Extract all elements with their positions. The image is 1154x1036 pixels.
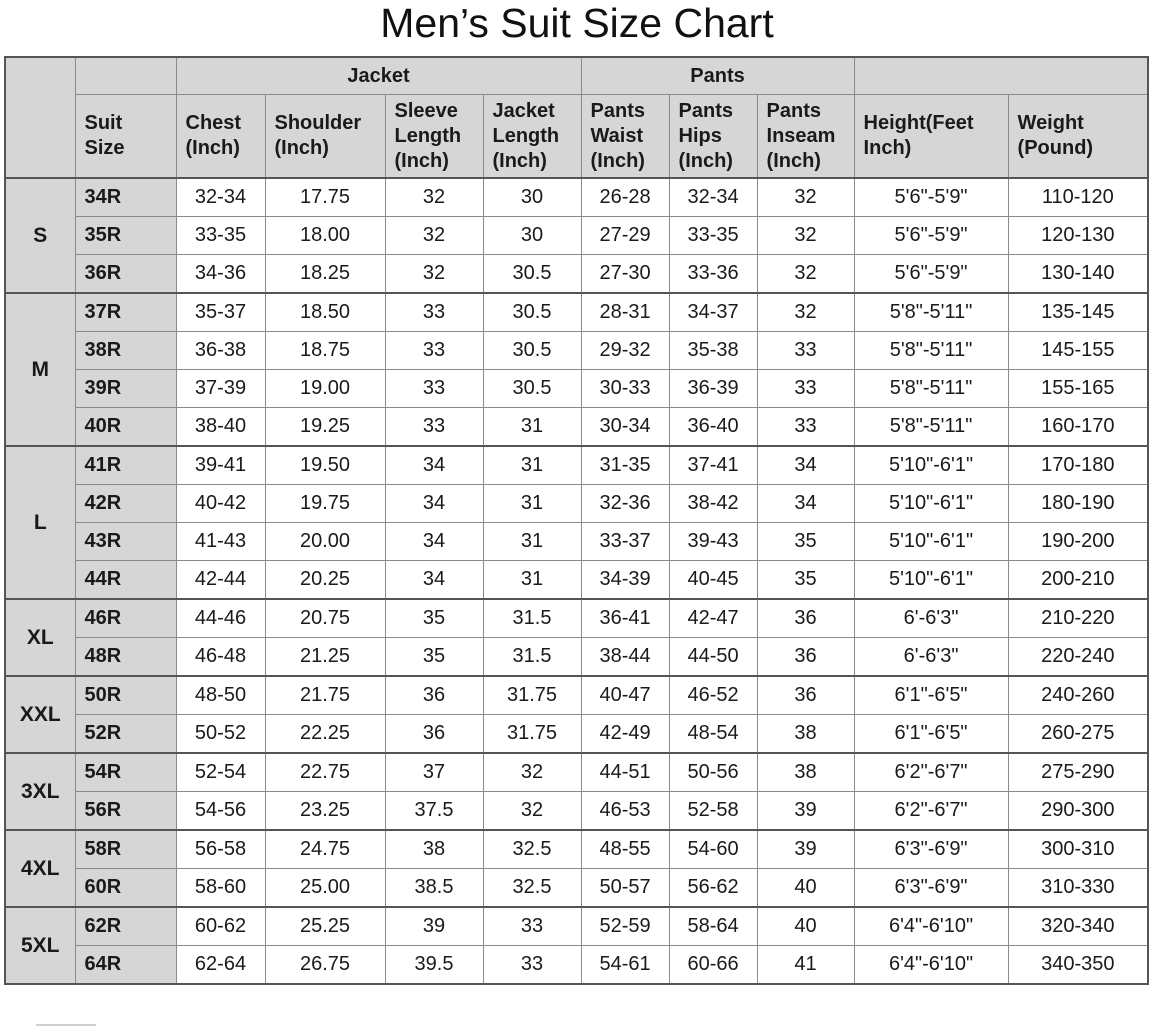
table-cell: 34-39 <box>581 561 669 600</box>
table-cell: 120-130 <box>1008 217 1148 255</box>
table-cell: 54-60 <box>669 830 757 869</box>
table-cell: 30-33 <box>581 370 669 408</box>
table-cell: 33 <box>385 332 483 370</box>
table-row <box>5 792 1148 831</box>
col-header-pants-hips: Pants Hips (Inch) <box>669 95 757 179</box>
table-cell: 35-38 <box>669 332 757 370</box>
table-cell: 33 <box>483 946 581 985</box>
table-cell: 39 <box>757 792 854 831</box>
col-header-pants-inseam: Pants Inseam (Inch) <box>757 95 854 179</box>
table-cell: 155-165 <box>1008 370 1148 408</box>
table-cell: 40-45 <box>669 561 757 600</box>
table-cell: 35-37 <box>176 293 265 332</box>
table-cell: 6'1"-6'5" <box>854 715 1008 754</box>
table-cell: 240-260 <box>1008 676 1148 715</box>
table-cell: 31 <box>483 485 581 523</box>
table-cell: 25.00 <box>265 869 385 908</box>
table-cell: 310-330 <box>1008 869 1148 908</box>
table-cell: 34 <box>757 485 854 523</box>
size-chart-table <box>4 56 1149 985</box>
col-header-sleeve-length: Sleeve Length (Inch) <box>385 95 483 179</box>
header-group-row <box>5 57 1148 95</box>
size-category-cell: 4XL <box>5 830 75 907</box>
table-cell: 31 <box>483 408 581 447</box>
col-header-suit-size: Suit Size <box>75 95 176 179</box>
table-cell: 39-41 <box>176 446 265 485</box>
size-category-cell: L <box>5 446 75 599</box>
table-cell: 300-310 <box>1008 830 1148 869</box>
table-cell: 46-52 <box>669 676 757 715</box>
table-row <box>5 523 1148 561</box>
table-row <box>5 217 1148 255</box>
col-header-weight: Weight (Pound) <box>1008 95 1148 179</box>
table-cell: 33-35 <box>669 217 757 255</box>
table-cell: 40-42 <box>176 485 265 523</box>
table-cell: 26.75 <box>265 946 385 985</box>
table-cell: 33 <box>385 293 483 332</box>
table-cell: 31 <box>483 523 581 561</box>
table-row <box>5 370 1148 408</box>
table-cell: 160-170 <box>1008 408 1148 447</box>
footer-divider <box>36 1024 96 1036</box>
table-cell: 18.50 <box>265 293 385 332</box>
table-cell: 21.25 <box>265 638 385 677</box>
table-cell: 40 <box>757 907 854 946</box>
table-cell: 5'8"-5'11" <box>854 370 1008 408</box>
table-cell: 34-37 <box>669 293 757 332</box>
suit-size-code-cell: 60R <box>75 869 176 908</box>
suit-size-code-cell: 36R <box>75 255 176 294</box>
table-cell: 33 <box>757 408 854 447</box>
suit-size-code-cell: 44R <box>75 561 176 600</box>
suit-size-code-cell: 58R <box>75 830 176 869</box>
table-cell: 33 <box>757 332 854 370</box>
table-cell: 50-56 <box>669 753 757 792</box>
col-header-chest: Chest (Inch) <box>176 95 265 179</box>
suit-size-code-cell: 46R <box>75 599 176 638</box>
suit-size-code-cell: 38R <box>75 332 176 370</box>
table-cell: 25.25 <box>265 907 385 946</box>
table-cell: 36 <box>757 599 854 638</box>
table-cell: 36-40 <box>669 408 757 447</box>
col-header-shoulder: Shoulder (Inch) <box>265 95 385 179</box>
table-row <box>5 255 1148 294</box>
table-row <box>5 676 1148 715</box>
table-cell: 62-64 <box>176 946 265 985</box>
table-cell: 190-200 <box>1008 523 1148 561</box>
table-cell: 5'6"-5'9" <box>854 217 1008 255</box>
table-cell: 18.00 <box>265 217 385 255</box>
table-cell: 29-32 <box>581 332 669 370</box>
table-cell: 33 <box>385 408 483 447</box>
table-cell: 31-35 <box>581 446 669 485</box>
table-cell: 33 <box>757 370 854 408</box>
table-cell: 33-36 <box>669 255 757 294</box>
table-row <box>5 830 1148 869</box>
table-cell: 31.5 <box>483 638 581 677</box>
corner-cell <box>5 57 75 178</box>
table-cell: 6'3"-6'9" <box>854 830 1008 869</box>
table-cell: 5'10"-6'1" <box>854 446 1008 485</box>
table-cell: 35 <box>385 599 483 638</box>
table-cell: 38-42 <box>669 485 757 523</box>
table-row <box>5 907 1148 946</box>
table-cell: 19.50 <box>265 446 385 485</box>
table-row <box>5 869 1148 908</box>
table-cell: 5'10"-6'1" <box>854 485 1008 523</box>
table-cell: 37-41 <box>669 446 757 485</box>
pants-group-header: Pants <box>581 57 854 95</box>
page-title: Men’s Suit Size Chart <box>380 0 774 46</box>
table-cell: 260-275 <box>1008 715 1148 754</box>
table-cell: 48-50 <box>176 676 265 715</box>
table-cell: 34 <box>757 446 854 485</box>
table-cell: 48-54 <box>669 715 757 754</box>
table-cell: 20.75 <box>265 599 385 638</box>
table-cell: 39 <box>757 830 854 869</box>
size-category-cell: M <box>5 293 75 446</box>
table-row <box>5 715 1148 754</box>
suit-size-code-cell: 39R <box>75 370 176 408</box>
size-category-cell: XXL <box>5 676 75 753</box>
table-cell: 32-36 <box>581 485 669 523</box>
table-cell: 33 <box>385 370 483 408</box>
table-cell: 40-47 <box>581 676 669 715</box>
table-row <box>5 408 1148 447</box>
table-cell: 17.75 <box>265 178 385 217</box>
table-cell: 37.5 <box>385 792 483 831</box>
table-cell: 54-61 <box>581 946 669 985</box>
table-cell: 60-62 <box>176 907 265 946</box>
table-cell: 34 <box>385 561 483 600</box>
table-cell: 30.5 <box>483 370 581 408</box>
suit-size-code-cell: 56R <box>75 792 176 831</box>
suit-size-code-cell: 35R <box>75 217 176 255</box>
table-cell: 36 <box>757 676 854 715</box>
table-cell: 6'2"-6'7" <box>854 753 1008 792</box>
table-cell: 5'8"-5'11" <box>854 293 1008 332</box>
table-cell: 32 <box>757 255 854 294</box>
suit-size-code-cell: 48R <box>75 638 176 677</box>
table-cell: 35 <box>757 523 854 561</box>
size-category-cell: XL <box>5 599 75 676</box>
table-cell: 21.75 <box>265 676 385 715</box>
table-cell: 20.25 <box>265 561 385 600</box>
table-cell: 30 <box>483 178 581 217</box>
table-cell: 320-340 <box>1008 907 1148 946</box>
table-cell: 135-145 <box>1008 293 1148 332</box>
table-cell: 36-38 <box>176 332 265 370</box>
table-cell: 6'1"-6'5" <box>854 676 1008 715</box>
table-row <box>5 485 1148 523</box>
table-cell: 34-36 <box>176 255 265 294</box>
table-cell: 290-300 <box>1008 792 1148 831</box>
table-cell: 32 <box>483 792 581 831</box>
table-cell: 33-35 <box>176 217 265 255</box>
table-cell: 32-34 <box>669 178 757 217</box>
table-cell: 6'2"-6'7" <box>854 792 1008 831</box>
table-cell: 6'-6'3" <box>854 638 1008 677</box>
table-cell: 34 <box>385 485 483 523</box>
size-category-cell: 5XL <box>5 907 75 984</box>
suit-size-code-cell: 40R <box>75 408 176 447</box>
table-cell: 52-59 <box>581 907 669 946</box>
table-cell: 27-29 <box>581 217 669 255</box>
table-cell: 35 <box>385 638 483 677</box>
table-cell: 32 <box>483 753 581 792</box>
table-cell: 24.75 <box>265 830 385 869</box>
table-cell: 32 <box>757 293 854 332</box>
table-cell: 33 <box>483 907 581 946</box>
suit-size-code-cell: 54R <box>75 753 176 792</box>
table-cell: 31.5 <box>483 599 581 638</box>
suit-size-code-cell: 62R <box>75 907 176 946</box>
table-cell: 30-34 <box>581 408 669 447</box>
table-cell: 38-40 <box>176 408 265 447</box>
table-cell: 6'4"-6'10" <box>854 946 1008 985</box>
col-header-height: Height(Feet Inch) <box>854 95 1008 179</box>
table-cell: 26-28 <box>581 178 669 217</box>
suit-size-code-cell: 42R <box>75 485 176 523</box>
table-cell: 38 <box>757 715 854 754</box>
jacket-group-header: Jacket <box>176 57 581 95</box>
table-cell: 41 <box>757 946 854 985</box>
table-cell: 6'3"-6'9" <box>854 869 1008 908</box>
col-header-pants-waist: Pants Waist (Inch) <box>581 95 669 179</box>
table-cell: 60-66 <box>669 946 757 985</box>
table-cell: 48-55 <box>581 830 669 869</box>
table-row <box>5 293 1148 332</box>
table-cell: 46-53 <box>581 792 669 831</box>
table-cell: 36 <box>757 638 854 677</box>
table-cell: 38.5 <box>385 869 483 908</box>
suit-size-code-cell: 34R <box>75 178 176 217</box>
table-cell: 19.00 <box>265 370 385 408</box>
table-cell: 50-52 <box>176 715 265 754</box>
table-cell: 58-60 <box>176 869 265 908</box>
table-cell: 40 <box>757 869 854 908</box>
table-row <box>5 178 1148 217</box>
table-cell: 30.5 <box>483 332 581 370</box>
table-cell: 30 <box>483 217 581 255</box>
size-chart-body <box>5 178 1148 984</box>
header-column-row <box>5 95 1148 179</box>
table-cell: 27-30 <box>581 255 669 294</box>
table-cell: 42-44 <box>176 561 265 600</box>
table-cell: 22.75 <box>265 753 385 792</box>
table-cell: 22.25 <box>265 715 385 754</box>
table-cell: 6'4"-6'10" <box>854 907 1008 946</box>
table-cell: 340-350 <box>1008 946 1148 985</box>
table-cell: 18.75 <box>265 332 385 370</box>
table-row <box>5 332 1148 370</box>
table-cell: 58-64 <box>669 907 757 946</box>
table-cell: 31.75 <box>483 676 581 715</box>
table-cell: 5'6"-5'9" <box>854 178 1008 217</box>
suit-size-code-cell: 50R <box>75 676 176 715</box>
table-cell: 36 <box>385 676 483 715</box>
table-cell: 36 <box>385 715 483 754</box>
table-cell: 34 <box>385 523 483 561</box>
table-cell: 37 <box>385 753 483 792</box>
table-cell: 33-37 <box>581 523 669 561</box>
size-category-cell: S <box>5 178 75 293</box>
table-cell: 36-41 <box>581 599 669 638</box>
table-cell: 54-56 <box>176 792 265 831</box>
table-cell: 35 <box>757 561 854 600</box>
table-cell: 32 <box>385 217 483 255</box>
table-cell: 42-49 <box>581 715 669 754</box>
table-cell: 37-39 <box>176 370 265 408</box>
table-cell: 19.25 <box>265 408 385 447</box>
table-cell: 200-210 <box>1008 561 1148 600</box>
size-category-cell: 3XL <box>5 753 75 830</box>
table-cell: 52-54 <box>176 753 265 792</box>
table-cell: 34 <box>385 446 483 485</box>
table-cell: 46-48 <box>176 638 265 677</box>
table-row <box>5 753 1148 792</box>
suit-size-code-cell: 64R <box>75 946 176 985</box>
table-cell: 32.5 <box>483 869 581 908</box>
table-cell: 145-155 <box>1008 332 1148 370</box>
table-cell: 30.5 <box>483 293 581 332</box>
table-row <box>5 599 1148 638</box>
table-cell: 38-44 <box>581 638 669 677</box>
table-cell: 170-180 <box>1008 446 1148 485</box>
table-cell: 39 <box>385 907 483 946</box>
table-cell: 44-50 <box>669 638 757 677</box>
table-cell: 38 <box>385 830 483 869</box>
table-cell: 39.5 <box>385 946 483 985</box>
table-cell: 110-120 <box>1008 178 1148 217</box>
table-cell: 50-57 <box>581 869 669 908</box>
table-cell: 32.5 <box>483 830 581 869</box>
table-cell: 31 <box>483 561 581 600</box>
table-cell: 44-51 <box>581 753 669 792</box>
table-cell: 23.25 <box>265 792 385 831</box>
table-cell: 210-220 <box>1008 599 1148 638</box>
table-row <box>5 446 1148 485</box>
table-cell: 5'8"-5'11" <box>854 332 1008 370</box>
table-cell: 5'8"-5'11" <box>854 408 1008 447</box>
table-cell: 220-240 <box>1008 638 1148 677</box>
table-cell: 5'10"-6'1" <box>854 523 1008 561</box>
table-cell: 5'10"-6'1" <box>854 561 1008 600</box>
table-cell: 18.25 <box>265 255 385 294</box>
table-cell: 36-39 <box>669 370 757 408</box>
suit-size-code-cell: 37R <box>75 293 176 332</box>
table-row <box>5 638 1148 677</box>
table-row <box>5 946 1148 985</box>
table-cell: 32 <box>385 178 483 217</box>
table-cell: 31.75 <box>483 715 581 754</box>
table-cell: 5'6"-5'9" <box>854 255 1008 294</box>
table-cell: 28-31 <box>581 293 669 332</box>
table-cell: 41-43 <box>176 523 265 561</box>
table-cell: 39-43 <box>669 523 757 561</box>
body-group-header <box>854 57 1148 95</box>
table-cell: 56-62 <box>669 869 757 908</box>
table-cell: 20.00 <box>265 523 385 561</box>
table-cell: 19.75 <box>265 485 385 523</box>
table-cell: 130-140 <box>1008 255 1148 294</box>
table-cell: 275-290 <box>1008 753 1148 792</box>
table-cell: 31 <box>483 446 581 485</box>
table-cell: 56-58 <box>176 830 265 869</box>
table-cell: 30.5 <box>483 255 581 294</box>
suit-size-code-cell: 43R <box>75 523 176 561</box>
suit-size-code-cell: 41R <box>75 446 176 485</box>
table-row <box>5 561 1148 600</box>
table-cell: 6'-6'3" <box>854 599 1008 638</box>
table-cell: 180-190 <box>1008 485 1148 523</box>
suit-size-code-cell: 52R <box>75 715 176 754</box>
table-cell: 32 <box>757 217 854 255</box>
table-cell: 42-47 <box>669 599 757 638</box>
table-cell: 52-58 <box>669 792 757 831</box>
col-header-jacket-length: Jacket Length (Inch) <box>483 95 581 179</box>
suit-size-group-cell <box>75 57 176 95</box>
table-cell: 32 <box>757 178 854 217</box>
table-cell: 44-46 <box>176 599 265 638</box>
table-cell: 32 <box>385 255 483 294</box>
table-cell: 32-34 <box>176 178 265 217</box>
table-cell: 38 <box>757 753 854 792</box>
